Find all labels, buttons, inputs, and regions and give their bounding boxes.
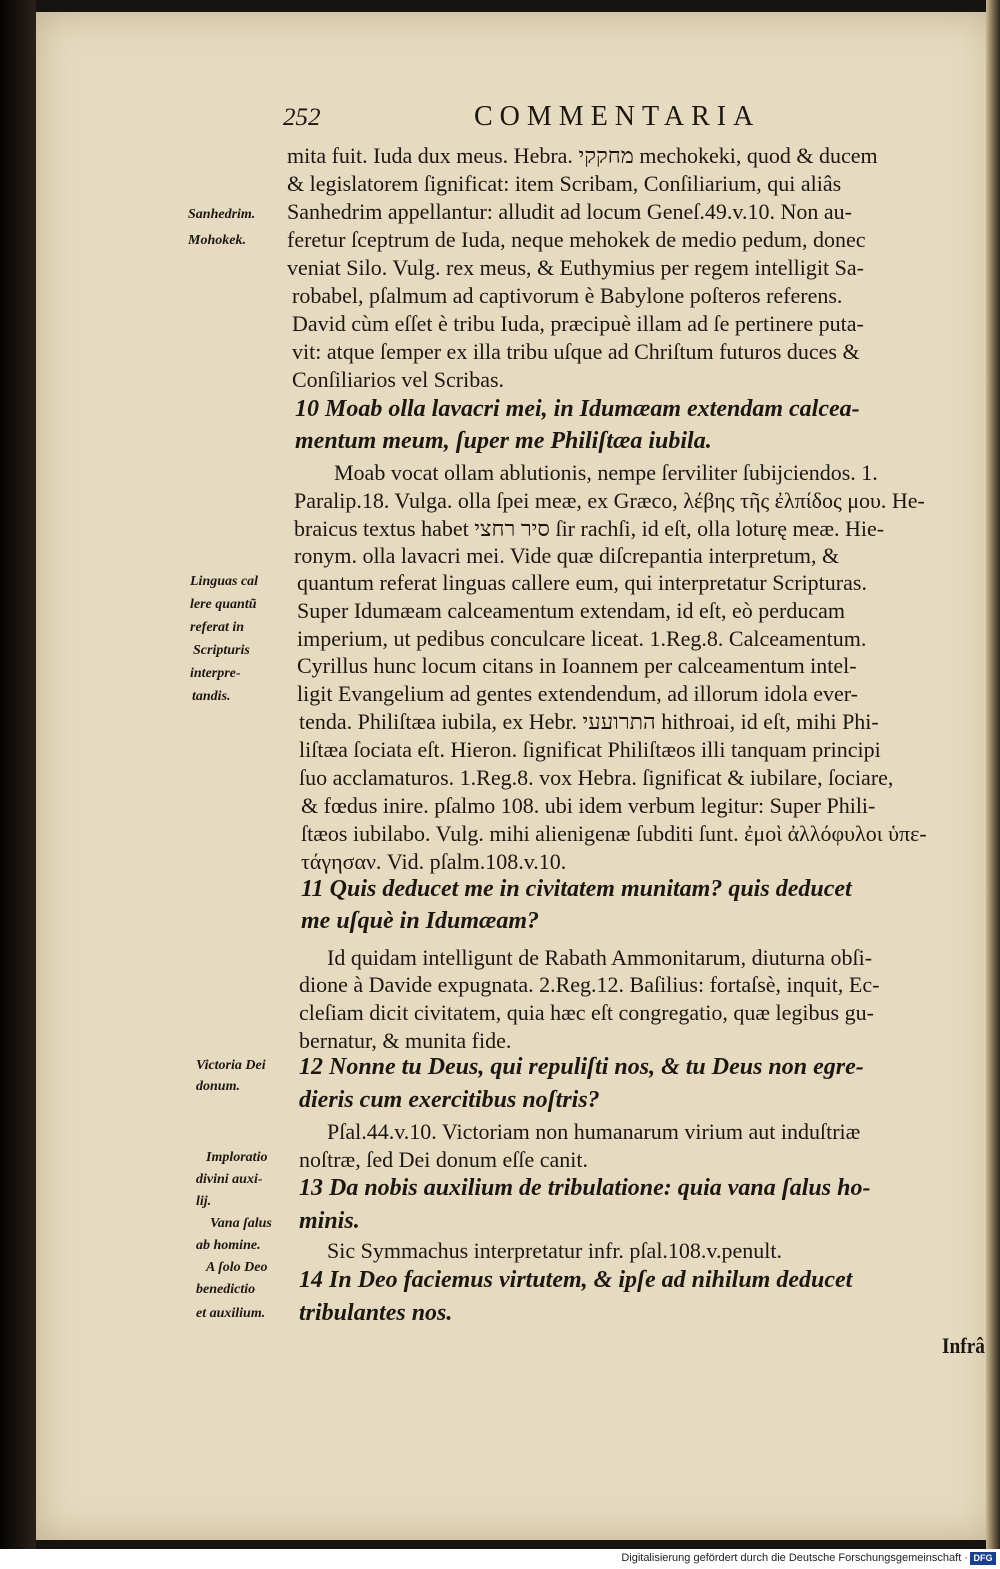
body-line: bernatur, & munita fide. xyxy=(299,1028,512,1053)
body-line: feretur ſceptrum de Iuda, neque mehokek de medio pedum, donec xyxy=(287,227,866,252)
verse-line: 14 In Deo faciemus virtutem, & ipſe ad nihilum deducet xyxy=(299,1267,853,1293)
running-head: COMMENTARIA xyxy=(474,101,761,132)
body-line: cleſiam dicit civitatem, quia hæc eſt congregatio, quæ legibus gu- xyxy=(299,1000,874,1025)
dfg-logo-icon: DFG xyxy=(970,1552,996,1565)
footer-credit: Digitalisierung gefördert durch die Deutsche Forschungsgemeinschaft · xyxy=(621,1552,968,1564)
marginal-note: lere quantũ xyxy=(190,597,257,612)
marginal-note: Linguas cal xyxy=(190,574,259,589)
body-line: Pſal.44.v.10. Victoriam non humanarum virium aut induſtriæ xyxy=(327,1119,861,1144)
verse-line: minis. xyxy=(299,1208,360,1234)
body-line: τάγησαν. Vid. pſalm.108.v.10. xyxy=(301,849,567,874)
digitization-footer xyxy=(0,1549,1000,1569)
body-line: Conſiliarios vel Scribas. xyxy=(292,367,505,392)
marginal-note: donum. xyxy=(196,1079,240,1094)
body-line: liſtæa ſociata eſt. Hieron. ſignificat Philiſtæos illi tanquam principi xyxy=(299,737,881,762)
marginal-note: et auxilium. xyxy=(196,1306,266,1321)
body-line: Moab vocat ollam ablutionis, nempe ſerviliter ſubijciendos. 1. xyxy=(334,460,878,485)
body-line: & fœdus inire. pſalmo 108. ubi idem verbum legitur: Super Phili- xyxy=(301,793,876,818)
body-line: Paralip.18. Vulga. olla ſpei meæ, ex Græco, λέβης τῆς ἐλπίδος μου. He- xyxy=(294,488,925,513)
verse-line: tribulantes nos. xyxy=(299,1300,453,1326)
marginal-note: Vana ſalus xyxy=(210,1216,272,1231)
marginal-note: tandis. xyxy=(192,689,231,704)
catchword: Infrâ xyxy=(942,1333,985,1358)
body-line: dione à Davide expugnata. 2.Reg.12. Baſilius: fortaſsè, inquit, Ec- xyxy=(299,972,880,997)
body-line: Id quidam intelligunt de Rabath Ammonitarum, diuturna obſi- xyxy=(327,945,873,970)
body-line: & legislatorem ſignificat: item Scribam, Conſiliarium, qui aliâs xyxy=(287,171,842,196)
verse-line: 11 Quis deducet me in civitatem munitam? quis deducet xyxy=(301,876,852,902)
page-number: 252 xyxy=(283,104,321,131)
body-line: veniat Silo. Vulg. rex meus, & Euthymius per regem intelligit Sa- xyxy=(287,255,864,280)
verse-line: 12 Nonne tu Deus, qui repuliſti nos, & tu Deus non egre- xyxy=(299,1054,864,1080)
body-line: ronym. olla lavacri mei. Vide quæ diſcrepantia interpretum, & xyxy=(294,543,840,568)
marginal-note: Victoria Dei xyxy=(196,1058,266,1073)
page-fore-edge xyxy=(986,0,1000,1549)
body-line: imperium, ut pedibus conculcare liceat. 1.Reg.8. Calceamentum. xyxy=(297,626,867,651)
body-line: noſtræ, ſed Dei donum eſſe canit. xyxy=(299,1147,588,1172)
marginal-note: referat in xyxy=(190,620,245,635)
verse-line: 13 Da nobis auxilium de tribulatione: quia vana ſalus ho- xyxy=(299,1175,871,1201)
body-line: Sic Symmachus interpretatur infr. pſal.108.v.penult. xyxy=(327,1238,782,1263)
body-line: ſtæos iubilabo. Vulg. mihi alienigenæ ſubditi ſunt. ἐμοὶ ἀλλόφυλοι ὑπε- xyxy=(301,821,927,846)
marginal-note: Imploratio xyxy=(206,1150,268,1165)
marginal-note: divini auxi- xyxy=(196,1172,263,1187)
body-line: braicus textus habet סיר רחצי ſir rachſi, id eſt, olla loturę meæ. Hie- xyxy=(294,516,885,541)
marginal-note: ab homine. xyxy=(196,1238,261,1253)
marginal-note: A ſolo Deo xyxy=(206,1260,268,1275)
marginal-note: Sanhedrim. xyxy=(188,207,256,222)
body-line: ſuo acclamaturos. 1.Reg.8. vox Hebra. ſignificat & iubilare, ſociare, xyxy=(299,765,894,790)
body-line: Sanhedrim appellantur: alludit ad locum Geneſ.49.v.10. Non au- xyxy=(287,199,852,224)
body-line: mita fuit. Iuda dux meus. Hebra. מחקקי mechokeki, quod & ducem xyxy=(287,143,878,168)
body-line: robabel, pſalmum ad captivorum è Babylone poſteros referens. xyxy=(292,283,843,308)
marginal-note: lij. xyxy=(196,1194,212,1209)
verse-line: mentum meum, ſuper me Philiſtæa iubila. xyxy=(295,428,712,454)
verse-line: me uſquè in Idumæam? xyxy=(301,908,540,934)
marginal-note: benedictio xyxy=(196,1282,256,1297)
body-line: David cùm eſſet è tribu Iuda, præcipuè illam ad ſe pertinere puta- xyxy=(292,311,864,336)
body-line: ligit Evangelium ad gentes extendendum, ad illorum idola ever- xyxy=(297,681,859,706)
body-line: quantum referat linguas callere eum, qui interpretatur Scripturas. xyxy=(297,570,867,595)
marginal-note: Mohokek. xyxy=(188,233,246,248)
body-line: vit: atque ſemper ex illa tribu uſque ad Chriſtum futuros duces & xyxy=(292,339,860,364)
verse-line: 10 Moab olla lavacri mei, in Idumæam extendam calcea- xyxy=(295,396,860,422)
verse-line: dieris cum exercitibus noſtris? xyxy=(299,1087,600,1113)
marginal-note: Scripturis xyxy=(193,643,250,658)
book-gutter xyxy=(0,0,36,1549)
body-line: Super Idumæam calceamentum extendam, id eſt, eò perducam xyxy=(297,598,845,623)
body-line: Cyrillus hunc locum citans in Ioannem per calceamentum intel- xyxy=(297,653,857,678)
marginal-note: interpre- xyxy=(190,666,241,681)
body-line: tenda. Philiſtæa iubila, ex Hebr. התרועעי hithroai, id eſt, mihi Phi- xyxy=(299,709,879,734)
